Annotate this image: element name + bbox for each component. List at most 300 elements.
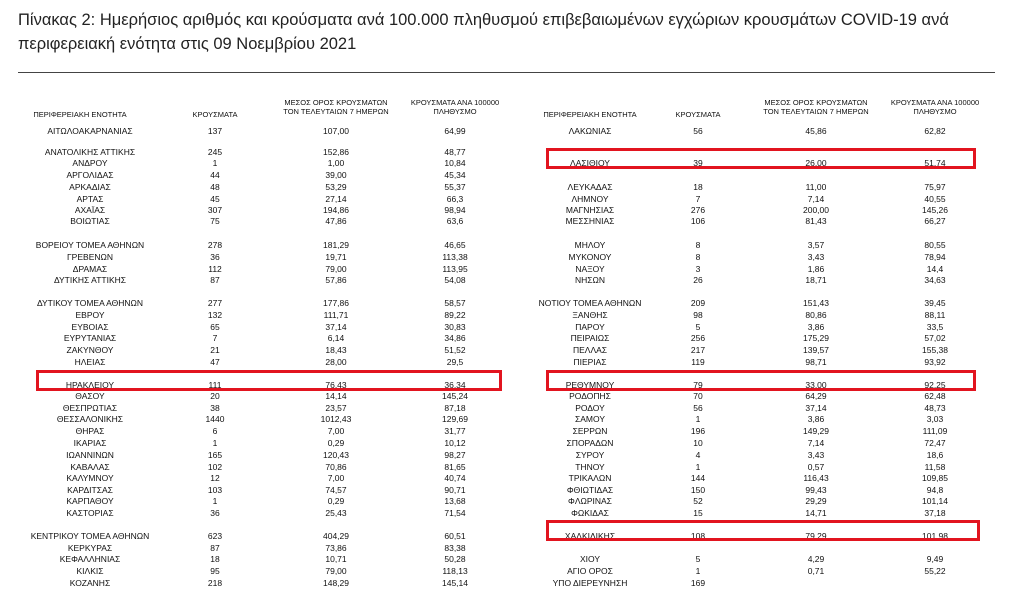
per100k-cell: 45,34 (444, 170, 466, 180)
right-header-cases: ΚΡΟΥΣΜΑΤΑ (675, 110, 721, 119)
per100k-cell: 98,94 (444, 205, 466, 215)
table-row (0, 240, 1000, 250)
per100k-cell: 66,27 (924, 216, 946, 226)
avg-cell: 26,00 (805, 158, 827, 168)
table-row (0, 414, 1000, 424)
per100k-cell: 55,37 (444, 182, 466, 192)
region-cell: ΛΑΣΙΘΙΟΥ (570, 158, 610, 168)
region-cell: ΚΟΖΑΝΗΣ (69, 578, 111, 588)
region-cell: ΚΕΡΚΥΡΑΣ (67, 543, 113, 553)
avg-cell: 79,00 (325, 566, 347, 576)
per100k-cell: 34,86 (444, 333, 466, 343)
cases-cell: 36 (210, 252, 220, 262)
per100k-cell: 40,55 (924, 194, 946, 204)
avg-cell: 3,57 (807, 240, 825, 250)
cases-cell: 18 (210, 554, 220, 564)
avg-cell: 148,29 (323, 578, 349, 588)
avg-cell: 64,29 (805, 391, 827, 401)
cases-cell: 4 (695, 450, 701, 460)
region-cell: ΜΥΚΟΝΟΥ (568, 252, 612, 262)
per100k-cell: 145,26 (922, 205, 948, 215)
table-row (0, 462, 1000, 472)
avg-cell: 70,86 (325, 462, 347, 472)
cases-cell: 12 (210, 473, 220, 483)
avg-cell: 79,00 (325, 264, 347, 274)
table-row (0, 322, 1000, 332)
per100k-cell: 89,22 (444, 310, 466, 320)
avg-cell: 181,29 (323, 240, 349, 250)
per100k-cell: 29,5 (446, 357, 464, 367)
table-row (0, 252, 1000, 262)
table-row (0, 216, 1000, 226)
avg-cell: 200,00 (803, 205, 829, 215)
cases-cell: 15 (693, 508, 703, 518)
per100k-cell: 63,6 (446, 216, 464, 226)
table-row (0, 126, 1000, 136)
avg-cell: 0,29 (327, 438, 345, 448)
avg-cell: 47,86 (325, 216, 347, 226)
per100k-cell: 51,52 (444, 345, 466, 355)
region-cell: ΑΓΙΟ ΟΡΟΣ (567, 566, 613, 576)
per100k-cell: 145,14 (442, 578, 468, 588)
region-cell: ΤΗΝΟΥ (575, 462, 605, 472)
region-cell: ΝΟΤΙΟΥ ΤΟΜΕΑ ΑΘΗΝΩΝ (538, 298, 642, 308)
avg-cell: 27,14 (325, 194, 347, 204)
cases-cell: 7 (695, 194, 701, 204)
per100k-cell: 57,02 (924, 333, 946, 343)
cases-cell: 38 (210, 403, 220, 413)
cases-cell: 70 (693, 391, 703, 401)
region-cell: ΚΕΦΑΛΛΗΝΙΑΣ (59, 554, 121, 564)
per100k-cell: 80,55 (924, 240, 946, 250)
region-cell: ΛΕΥΚΑΔΑΣ (567, 182, 613, 192)
per100k-cell: 101,98 (922, 531, 948, 541)
per100k-cell: 3,03 (926, 414, 944, 424)
avg-cell: 0,57 (807, 462, 825, 472)
table-row (0, 485, 1000, 495)
avg-cell: 45,86 (805, 126, 827, 136)
cases-cell: 36 (210, 508, 220, 518)
highlight-box-rethymno (546, 370, 976, 391)
avg-cell: 0,71 (807, 566, 825, 576)
cases-cell: 245 (207, 147, 223, 157)
table-row (0, 438, 1000, 448)
left-header-region: ΠΕΡΙΦΕΡΕΙΑΚΗ ΕΝΟΤΗΤΑ (33, 110, 127, 119)
avg-cell: 98,71 (805, 357, 827, 367)
region-cell: ΒΟΙΩΤΙΑΣ (70, 216, 110, 226)
highlight-box-lasithi (546, 148, 976, 169)
cases-cell: 65 (210, 322, 220, 332)
avg-cell: 175,29 (803, 333, 829, 343)
avg-cell: 194,86 (323, 205, 349, 215)
cases-cell: 623 (207, 531, 223, 541)
per100k-cell: 9,49 (926, 554, 944, 564)
cases-cell: 1440 (205, 414, 225, 424)
cases-cell: 1 (212, 496, 218, 506)
region-cell: ΑΡΓΟΛΙΔΑΣ (66, 170, 114, 180)
per100k-cell: 11,58 (924, 462, 946, 472)
cases-cell: 165 (207, 450, 223, 460)
region-cell: ΓΡΕΒΕΝΩΝ (67, 252, 113, 262)
avg-cell: 81,43 (805, 216, 827, 226)
table-row (0, 566, 1000, 576)
region-cell: ΧΙΟΥ (579, 554, 601, 564)
cases-cell: 87 (210, 275, 220, 285)
table-row (0, 345, 1000, 355)
avg-cell: 37,14 (805, 403, 827, 413)
region-cell: ΜΑΓΝΗΣΙΑΣ (565, 205, 615, 215)
region-cell: ΜΗΛΟΥ (574, 240, 606, 250)
cases-cell: 217 (690, 345, 706, 355)
table-row (0, 508, 1000, 518)
cases-cell: 1 (695, 414, 701, 424)
avg-cell: 149,29 (803, 426, 829, 436)
per100k-cell: 78,94 (924, 252, 946, 262)
cases-cell: 111 (208, 380, 222, 390)
per100k-cell: 18,6 (926, 450, 944, 460)
cases-cell: 48 (210, 182, 220, 192)
per100k-cell: 113,38 (442, 252, 468, 262)
region-cell: ΘΗΡΑΣ (75, 426, 105, 436)
avg-cell: 33,00 (805, 380, 827, 390)
cases-cell: 44 (210, 170, 220, 180)
avg-cell: 177,86 (323, 298, 349, 308)
cases-cell: 1 (695, 566, 701, 576)
region-cell: ΚΕΝΤΡΙΚΟΥ ΤΟΜΕΑ ΑΘΗΝΩΝ (30, 531, 150, 541)
avg-cell: 7,14 (807, 194, 825, 204)
region-cell: ΠΕΛΛΑΣ (572, 345, 608, 355)
avg-cell: 151,43 (803, 298, 829, 308)
avg-cell: 4,29 (807, 554, 825, 564)
avg-cell: 53,29 (325, 182, 347, 192)
region-cell: ΣΠΟΡΑΔΩΝ (566, 438, 614, 448)
avg-cell: 0,29 (327, 496, 345, 506)
cases-cell: 79 (693, 380, 703, 390)
avg-cell: 29,29 (805, 496, 827, 506)
region-cell: ΣΑΜΟΥ (574, 414, 605, 424)
per100k-cell: 10,84 (444, 158, 466, 168)
per100k-cell: 62,82 (924, 126, 946, 136)
table-row (0, 403, 1000, 413)
cases-cell: 1 (212, 438, 218, 448)
cases-cell: 196 (690, 426, 706, 436)
cases-cell: 95 (210, 566, 220, 576)
per100k-cell: 51,74 (924, 158, 946, 168)
region-cell: ΣΕΡΡΩΝ (572, 426, 608, 436)
region-cell: ΔΥΤΙΚΟΥ ΤΟΜΕΑ ΑΘΗΝΩΝ (36, 298, 144, 308)
per100k-cell: 92,25 (924, 380, 946, 390)
region-cell: ΦΩΚΙΔΑΣ (571, 508, 609, 518)
region-cell: ΔΥΤΙΚΗΣ ΑΤΤΙΚΗΣ (53, 275, 127, 285)
avg-cell: 14,14 (325, 391, 347, 401)
cases-cell: 132 (207, 310, 223, 320)
per100k-cell: 72,47 (924, 438, 946, 448)
cases-cell: 218 (207, 578, 223, 588)
cases-cell: 21 (210, 345, 220, 355)
avg-cell: 73,86 (325, 543, 347, 553)
cases-cell: 18 (693, 182, 703, 192)
per100k-cell: 113,95 (442, 264, 468, 274)
avg-cell: 404,29 (323, 531, 349, 541)
cases-cell: 307 (207, 205, 223, 215)
table-row (0, 578, 1000, 588)
per100k-cell: 50,28 (444, 554, 466, 564)
avg-cell: 23,57 (325, 403, 347, 413)
cases-cell: 6 (212, 426, 218, 436)
avg-cell: 139,57 (803, 345, 829, 355)
cases-cell: 75 (210, 216, 220, 226)
region-cell: ΦΘΙΩΤΙΔΑΣ (566, 485, 614, 495)
per100k-cell: 48,77 (444, 147, 466, 157)
avg-cell: 11,00 (805, 182, 827, 192)
region-cell: ΙΩΑΝΝΙΝΩΝ (66, 450, 114, 460)
region-cell: ΝΗΣΩΝ (574, 275, 606, 285)
region-cell: ΗΡΑΚΛΕΙΟΥ (65, 380, 115, 390)
region-cell: ΡΟΔΟΠΗΣ (569, 391, 611, 401)
avg-cell: 3,86 (807, 322, 825, 332)
region-cell: ΑΡΤΑΣ (76, 194, 104, 204)
cases-cell: 137 (207, 126, 223, 136)
per100k-cell: 90,71 (444, 485, 466, 495)
per100k-cell: 93,92 (924, 357, 946, 367)
cases-cell: 119 (691, 357, 705, 367)
cases-cell: 103 (207, 485, 223, 495)
cases-cell: 47 (210, 357, 220, 367)
right-header-per100k: ΚΡΟΥΣΜΑΤΑ ΑΝΑ 100000 ΠΛΗΘΥΣΜΟ (890, 98, 980, 116)
per100k-cell: 66,3 (446, 194, 464, 204)
region-cell: ΑΡΚΑΔΙΑΣ (69, 182, 111, 192)
cases-cell: 87 (210, 543, 220, 553)
cases-cell: 7 (212, 333, 218, 343)
cases-cell: 8 (695, 240, 701, 250)
per100k-cell: 101,14 (922, 496, 948, 506)
cases-cell: 5 (695, 322, 701, 332)
avg-cell: 120,43 (323, 450, 349, 460)
table-row (0, 205, 1000, 215)
avg-cell: 99,43 (805, 485, 827, 495)
table-row (0, 496, 1000, 506)
region-cell: ΚΑΛΥΜΝΟΥ (66, 473, 114, 483)
avg-cell: 39,00 (325, 170, 347, 180)
region-cell: ΜΕΣΣΗΝΙΑΣ (565, 216, 615, 226)
avg-cell: 18,43 (325, 345, 347, 355)
avg-cell: 1,86 (807, 264, 825, 274)
table-row (0, 182, 1000, 192)
cases-cell: 277 (207, 298, 223, 308)
per100k-cell: 30,83 (444, 322, 466, 332)
avg-cell: 3,43 (807, 450, 825, 460)
left-header-cases: ΚΡΟΥΣΜΑΤΑ (192, 110, 238, 119)
region-cell: ΦΛΩΡΙΝΑΣ (568, 496, 612, 506)
region-cell: ΠΕΙΡΑΙΩΣ (570, 333, 610, 343)
per100k-cell: 81,65 (444, 462, 466, 472)
region-cell: ΙΚΑΡΙΑΣ (73, 438, 107, 448)
per100k-cell: 62,48 (924, 391, 946, 401)
region-cell: ΕΥΡΥΤΑΝΙΑΣ (63, 333, 117, 343)
cases-cell: 276 (690, 205, 706, 215)
cases-cell: 106 (690, 216, 706, 226)
cases-cell: 1 (695, 462, 701, 472)
per100k-cell: 118,13 (442, 566, 468, 576)
region-cell: ΡΟΔΟΥ (575, 403, 605, 413)
avg-cell: 74,57 (325, 485, 347, 495)
per100k-cell: 111,09 (922, 426, 948, 436)
table-row (0, 310, 1000, 320)
avg-cell: 111,71 (323, 310, 349, 320)
region-cell: ΗΛΕΙΑΣ (74, 357, 106, 367)
per100k-cell: 94,8 (926, 485, 944, 495)
right-header-region: ΠΕΡΙΦΕΡΕΙΑΚΗ ΕΝΟΤΗΤΑ (543, 110, 637, 119)
table-row (0, 275, 1000, 285)
region-cell: ΞΑΝΘΗΣ (572, 310, 608, 320)
region-cell: ΑΝΔΡΟΥ (72, 158, 108, 168)
region-cell: ΚΑΡΔΙΤΣΑΣ (67, 485, 113, 495)
cases-cell: 150 (690, 485, 706, 495)
region-cell: ΑΧΑΪΑΣ (74, 205, 106, 215)
avg-cell: 18,71 (805, 275, 827, 285)
table-row (0, 298, 1000, 308)
per100k-cell: 33,5 (926, 322, 944, 332)
avg-cell: 25,43 (325, 508, 347, 518)
per100k-cell: 129,69 (442, 414, 468, 424)
highlight-box-chalkidiki (546, 520, 980, 541)
region-cell: ΠΑΡΟΥ (575, 322, 605, 332)
per100k-cell: 39,45 (924, 298, 946, 308)
per100k-cell: 64,99 (444, 126, 466, 136)
avg-cell: 28,00 (325, 357, 347, 367)
region-cell: ΤΡΙΚΑΛΩΝ (568, 473, 612, 483)
region-cell: ΚΑΣΤΟΡΙΑΣ (66, 508, 114, 518)
per100k-cell: 54,08 (444, 275, 466, 285)
per100k-cell: 55,22 (924, 566, 946, 576)
avg-cell: 107,00 (323, 126, 349, 136)
avg-cell: 7,00 (327, 473, 345, 483)
per100k-cell: 31,77 (444, 426, 466, 436)
right-header-avg: ΜΕΣΟΣ ΟΡΟΣ ΚΡΟΥΣΜΑΤΩΝ ΤΟΝ ΤΕΛΕΥΤΑΙΩΝ 7 ΗΜΕΡΩΝ (763, 98, 869, 116)
per100k-cell: 75,97 (924, 182, 946, 192)
cases-cell: 102 (207, 462, 223, 472)
cases-cell: 8 (695, 252, 701, 262)
region-cell: ΛΑΚΩΝΙΑΣ (568, 126, 612, 136)
per100k-cell: 34,63 (924, 275, 946, 285)
per100k-cell: 71,54 (444, 508, 466, 518)
cases-cell: 278 (207, 240, 223, 250)
per100k-cell: 13,68 (444, 496, 466, 506)
table-row (0, 264, 1000, 274)
region-cell: ΔΡΑΜΑΣ (72, 264, 108, 274)
table-row (0, 391, 1000, 401)
cases-cell: 1 (212, 158, 218, 168)
region-cell: ΖΑΚΥΝΘΟΥ (66, 345, 114, 355)
table-row (0, 426, 1000, 436)
table-caption: Πίνακας 2: Ημερήσιος αριθμός και κρούσματα ανά 100.000 πληθυσμού επιβεβαιωμένων εγχώριων κρουσμάτων COVID-19 ανά περιφερειακή ενότητα στις 09 Νοεμβρίου 2021 (18, 11, 949, 53)
region-cell: ΕΒΡΟΥ (75, 310, 105, 320)
avg-cell: 3,43 (807, 252, 825, 262)
per100k-cell: 37,18 (924, 508, 946, 518)
avg-cell: 19,71 (325, 252, 347, 262)
region-cell: ΕΥΒΟΙΑΣ (71, 322, 109, 332)
avg-cell: 76,43 (325, 380, 347, 390)
cases-cell: 3 (695, 264, 701, 274)
cases-cell: 20 (210, 391, 220, 401)
region-cell: ΧΑΛΚΙΔΙΚΗΣ (564, 531, 616, 541)
cases-cell: 56 (693, 126, 703, 136)
table-row (0, 333, 1000, 343)
region-cell: ΛΗΜΝΟΥ (571, 194, 609, 204)
per100k-cell: 46,65 (444, 240, 466, 250)
per100k-cell: 10,12 (444, 438, 466, 448)
per100k-cell: 98,27 (444, 450, 466, 460)
table-row (0, 194, 1000, 204)
region-cell: ΥΠΟ ΔΙΕΡΕΥΝΗΣΗ (552, 578, 628, 588)
avg-cell: 6,14 (327, 333, 345, 343)
cases-cell: 209 (690, 298, 706, 308)
region-cell: ΒΟΡΕΙΟΥ ΤΟΜΕΑ ΑΘΗΝΩΝ (35, 240, 145, 250)
highlight-box-heraklion (36, 370, 502, 391)
cases-cell: 5 (695, 554, 701, 564)
per100k-cell: 83,38 (444, 543, 466, 553)
per100k-cell: 155,38 (922, 345, 948, 355)
avg-cell: 7,14 (807, 438, 825, 448)
avg-cell: 37,14 (325, 322, 347, 332)
avg-cell: 80,86 (805, 310, 827, 320)
region-cell: ΘΕΣΠΡΩΤΙΑΣ (62, 403, 118, 413)
region-cell: ΚΑΡΠΑΘΟΥ (66, 496, 114, 506)
per100k-cell: 58,57 (444, 298, 466, 308)
cases-cell: 108 (690, 531, 706, 541)
per100k-cell: 145,24 (442, 391, 468, 401)
avg-cell: 3,86 (807, 414, 825, 424)
avg-cell: 57,86 (325, 275, 347, 285)
avg-cell: 14,71 (805, 508, 827, 518)
region-cell: ΡΕΘΥΜΝΟΥ (565, 380, 615, 390)
per100k-cell: 109,85 (922, 473, 948, 483)
per100k-cell: 87,18 (444, 403, 466, 413)
region-cell: ΣΥΡΟΥ (575, 450, 605, 460)
avg-cell: 152,86 (323, 147, 349, 157)
per100k-cell: 88,11 (924, 310, 946, 320)
avg-cell: 10,71 (325, 554, 347, 564)
table-row (0, 473, 1000, 483)
region-cell: ΘΑΣΟΥ (75, 391, 105, 401)
left-header-per100k: ΚΡΟΥΣΜΑΤΑ ΑΝΑ 100000 ΠΛΗΘΥΣΜΟ (410, 98, 500, 116)
cases-cell: 56 (693, 403, 703, 413)
cases-cell: 10 (693, 438, 703, 448)
cases-cell: 256 (690, 333, 706, 343)
cases-cell: 144 (690, 473, 706, 483)
table-row (0, 357, 1000, 367)
table-row (0, 450, 1000, 460)
avg-cell: 1,00 (327, 158, 345, 168)
region-cell: ΚΑΒΑΛΑΣ (70, 462, 110, 472)
avg-cell: 116,43 (803, 473, 829, 483)
per100k-cell: 40,74 (444, 473, 466, 483)
region-cell: ΘΕΣΣΑΛΟΝΙΚΗΣ (56, 414, 124, 424)
left-header-avg: ΜΕΣΟΣ ΟΡΟΣ ΚΡΟΥΣΜΑΤΩΝ ΤΟΝ ΤΕΛΕΥΤΑΙΩΝ 7 ΗΜΕΡΩΝ (283, 98, 389, 116)
avg-cell: 79,29 (805, 531, 827, 541)
table-row (0, 554, 1000, 564)
per100k-cell: 14,4 (926, 264, 944, 274)
per100k-cell: 36,34 (444, 380, 466, 390)
cases-cell: 98 (693, 310, 703, 320)
cases-cell: 112 (208, 264, 222, 274)
cases-cell: 45 (210, 194, 220, 204)
region-cell: ΠΙΕΡΙΑΣ (573, 357, 607, 367)
cases-cell: 169 (690, 578, 706, 588)
cases-cell: 52 (693, 496, 703, 506)
avg-cell: 7,00 (327, 426, 345, 436)
avg-cell: 1012,43 (320, 414, 352, 424)
